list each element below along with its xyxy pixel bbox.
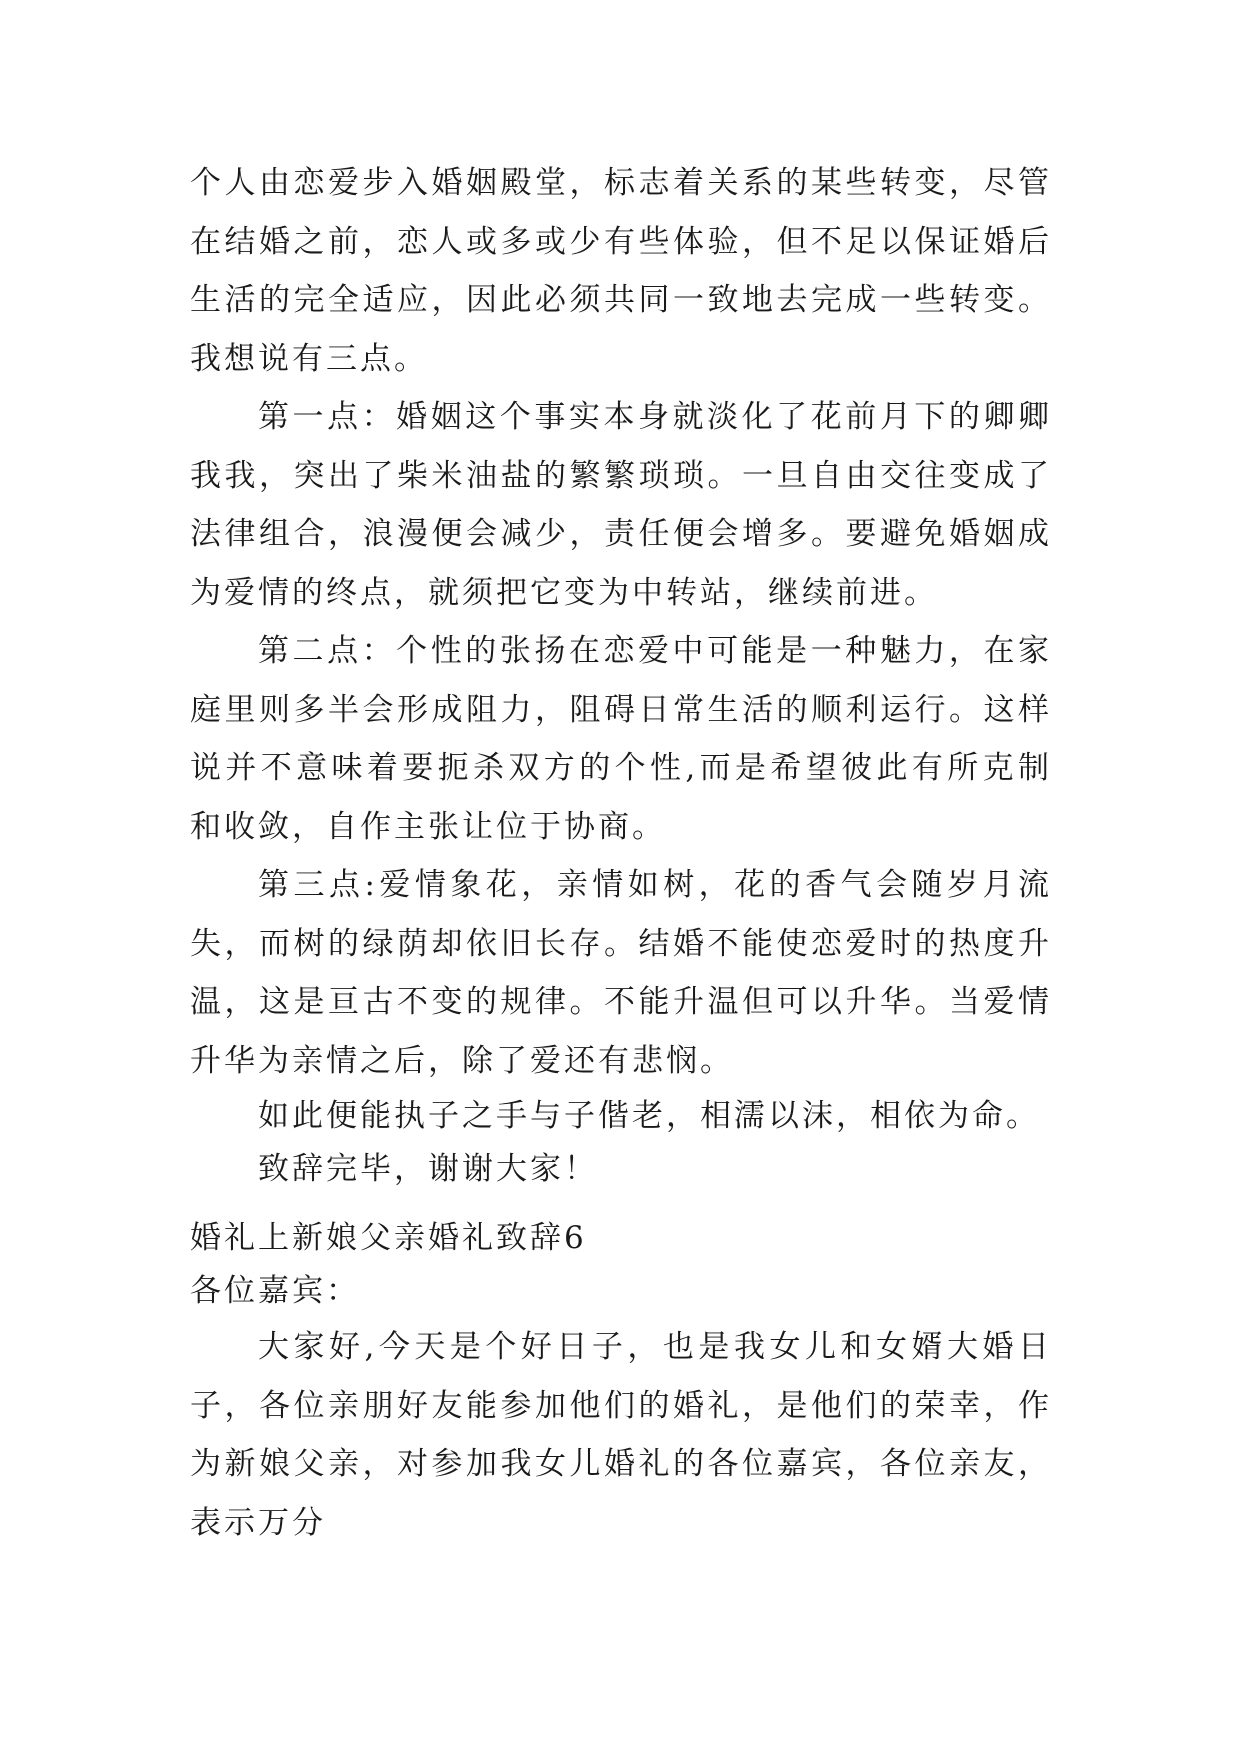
speech-six: [190, 1212, 1052, 1552]
intro-paragraph: 个人由恋爱步入婚姻殿堂，标志着关系的某些转变，尽管在结婚之前，恋人或多或少有些体验，但不足以保证婚后生活的完全适应，因此必须共同一致地去完成一些转变。我想说有三点。: [190, 165, 1052, 377]
salutation: 各位嘉宾：: [190, 1273, 360, 1309]
opening-paragraph: 大家好,今天是个好日子，也是我女儿和女婿大婚日子，各位亲朋好友能参加他们的婚礼，是他们的荣幸，作为新娘父亲，对参加我女儿婚礼的各位嘉宾，各位亲友，表示万分: [190, 1329, 1052, 1541]
point-three-paragraph: 第三点:爱情象花，亲情如树，花的香气会随岁月流失，而树的绿荫却依旧长存。结婚不能使恋爱时的热度升温，这是亘古不变的规律。不能升温但可以升华。当爱情升华为亲情之后，除了爱还有悲悯。: [190, 867, 1052, 1079]
speech-body-previous: [190, 154, 1052, 1196]
point-one-paragraph: 第一点：婚姻这个事实本身就淡化了花前月下的卿卿我我，突出了柴米油盐的繁繁琐琐。一旦自由交往变成了法律组合，浪漫便会减少，责任便会增多。要避免婚姻成为爱情的终点，就须把它变为中转站，继续前进。: [190, 399, 1052, 611]
closing-wish-paragraph: 如此便能执子之手与子偕老，相濡以沫，相依为命。: [258, 1098, 1040, 1134]
section-title: 婚礼上新娘父亲婚礼致辞6: [190, 1220, 587, 1256]
point-two-paragraph: 第二点：个性的张扬在恋爱中可能是一种魅力，在家庭里则多半会形成阻力，阻碍日常生活的顺利运行。这样说并不意味着要扼杀双方的个性,而是希望彼此有所克制和收敛，自作主张让位于协商。: [190, 633, 1052, 845]
closing-thanks-paragraph: 致辞完毕，谢谢大家！: [258, 1151, 598, 1187]
